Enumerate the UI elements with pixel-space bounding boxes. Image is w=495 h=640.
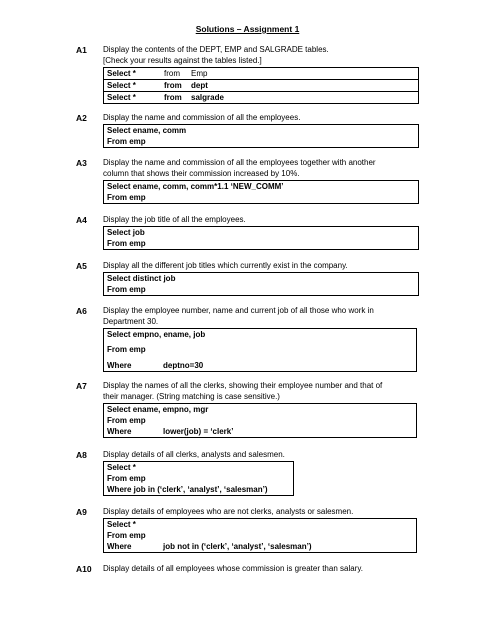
answer-row: From emp	[107, 192, 146, 202]
question-a5	[76, 261, 418, 296]
question-number: A4	[76, 215, 87, 225]
answer-box	[103, 272, 419, 296]
answer-row: Select * from Emp	[107, 68, 208, 78]
answer-box	[103, 518, 417, 553]
question-number: A9	[76, 507, 87, 517]
answer-row: Where lower(job) = ‘clerk’	[107, 426, 234, 436]
question-number: A3	[76, 158, 87, 168]
question-number: A10	[76, 564, 92, 574]
question-a4	[76, 215, 418, 250]
question-text: Display details of all clerks, analysts and salesmen.	[103, 450, 285, 459]
question-a2	[76, 113, 418, 148]
question-number: A5	[76, 261, 87, 271]
question-text: Display the names of all the clerks, showing their employee number and that of their manager. (String matching is case sensitive.)	[103, 381, 383, 401]
answer-row: Select ename, comm	[107, 126, 187, 135]
answer-row: Select * from dept	[104, 79, 418, 91]
question-text: Display the name and commission of all the employees together with another column that shows their commission increased by 10%.	[103, 158, 376, 178]
answer-box	[103, 124, 419, 148]
answer-box	[103, 226, 419, 250]
answer-row: From emp	[107, 285, 146, 294]
answer-row: Select ename, empno, mgr	[107, 404, 209, 414]
question-text: Display details of employees who are not clerks, analysts or salesmen.	[103, 507, 354, 516]
question-text: Display the contents of the DEPT, EMP and SALGRADE tables. [Check your results against the tables listed.]	[103, 45, 329, 65]
answer-row: Select ename, comm, comm*1.1 ‘NEW_COMM’	[107, 181, 284, 191]
answer-row: Select *	[107, 463, 136, 472]
answer-row: Select distinct job	[107, 274, 176, 283]
question-a6	[76, 306, 418, 372]
question-text: Display the employee number, name and current job of all those who work in Department 30.	[103, 306, 374, 326]
question-number: A2	[76, 113, 87, 123]
answer-row: From emp	[107, 239, 146, 248]
answer-box	[103, 403, 417, 438]
question-number: A8	[76, 450, 87, 460]
question-a9	[76, 507, 418, 553]
question-a1	[76, 45, 418, 104]
answer-box	[103, 328, 417, 372]
answer-row: From emp	[107, 415, 146, 425]
answer-box	[103, 461, 294, 496]
answer-row: From emp	[107, 344, 146, 354]
answer-row: Select empno, ename, job	[107, 329, 206, 339]
question-a8	[76, 450, 418, 496]
answer-row: From emp	[107, 531, 146, 540]
question-text: Display all the different job titles which currently exist in the company.	[103, 261, 348, 270]
question-text: Display the job title of all the employees.	[103, 215, 246, 224]
answer-box	[103, 180, 419, 204]
answer-row: Select job	[107, 228, 145, 237]
question-number: A7	[76, 381, 87, 391]
answer-row: Where deptno=30	[107, 360, 204, 370]
answer-row: Where job in (‘clerk’, ‘analyst’, ‘salesman’)	[107, 485, 268, 494]
page-title: Solutions – Assignment 1	[195, 24, 300, 34]
question-a7	[76, 381, 418, 438]
answer-row: From emp	[107, 474, 146, 483]
answer-row: From emp	[107, 137, 146, 146]
question-number: A6	[76, 306, 87, 316]
answer-row: Select * from salgrade	[104, 91, 418, 103]
answer-row: Where job not in (‘clerk’, ‘analyst’, ‘salesman’)	[107, 542, 312, 551]
answer-row: Select *	[107, 520, 136, 529]
question-a10	[76, 564, 418, 575]
question-a3	[76, 158, 418, 204]
question-text: Display details of all employees whose commission is greater than salary.	[103, 564, 363, 573]
answer-box	[103, 67, 419, 104]
question-number: A1	[76, 45, 87, 55]
question-text: Display the name and commission of all the employees.	[103, 113, 301, 122]
